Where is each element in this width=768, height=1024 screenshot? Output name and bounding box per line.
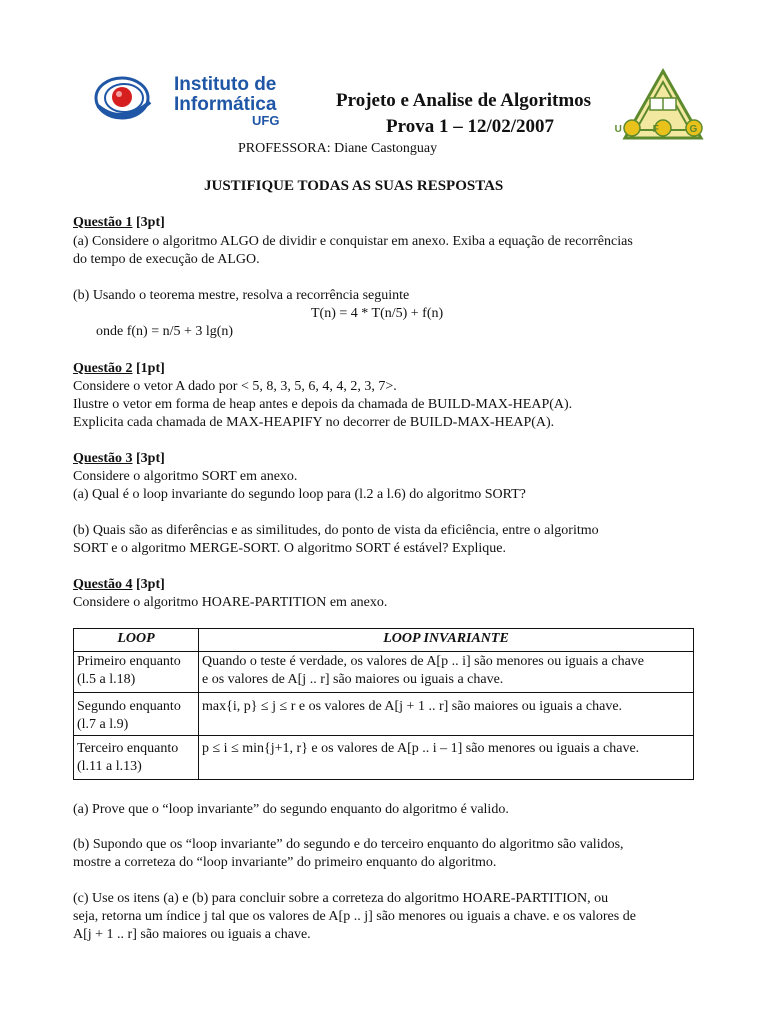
q3-line4: SORT e o algoritmo MERGE-SORT. O algoritmo SORT é estável? Explique. (73, 541, 506, 556)
question-1-points: [3pt] (132, 215, 165, 230)
invariant-text-line1: p ≤ i ≤ min{j+1, r} e os valores de A[p .. i – 1] são menores ou iguais a chave. (202, 741, 640, 756)
table-cell-loop (74, 736, 199, 780)
q4-a-line: (a) Prove que o “loop invariante” do segundo enquanto do algoritmo é valido. (73, 802, 509, 817)
exam-subtitle: Prova 1 – 12/02/2007 (386, 116, 555, 137)
logo-text-line3: UFG (252, 113, 280, 128)
table-cell-invariant (199, 652, 694, 693)
instruction-heading: JUSTIFIQUE TODAS AS SUAS RESPOSTAS (204, 178, 504, 194)
question-2-label: Questão 2 (73, 361, 133, 376)
q3-line1: Considere o algoritmo SORT em anexo. (73, 469, 298, 484)
question-3-label: Questão 3 (73, 451, 133, 466)
table-header-row (74, 629, 694, 652)
question-1-heading (73, 214, 165, 232)
q2-line1: Considere o vetor A dado por < 5, 8, 3, 5, 6, 4, 4, 2, 3, 7>. (73, 379, 397, 394)
question-4-label: Questão 4 (73, 577, 133, 592)
loop-name: Terceiro enquanto (77, 741, 179, 756)
professor-name: PROFESSORA: Diane Castonguay (238, 141, 438, 156)
ufg-seal-logo (614, 68, 712, 146)
q4-line1: Considere o algoritmo HOARE-PARTITION em anexo. (73, 595, 388, 610)
q2-line3: Explicita cada chamada de MAX-HEAPIFY no decorrer de BUILD-MAX-HEAP(A). (73, 415, 555, 430)
table-cell-invariant (199, 693, 694, 736)
q4-b-line2: mostre a correteza do “loop invariante” do primeiro enquanto do algoritmo. (73, 855, 497, 870)
exam-title: Projeto e Analise de Algoritmos (336, 90, 592, 111)
invariant-text-line2: e os valores de A[j .. r] são maiores ou iguais a chave. (202, 672, 504, 687)
q4-b-line1: (b) Supondo que os “loop invariante” do segundo e do terceiro enquanto do algoritmo são validos, (73, 837, 624, 852)
invariant-text-line1: Quando o teste é verdade, os valores de A[p .. i] são menores ou iguais a chave (202, 654, 645, 669)
question-2-points: [1pt] (132, 361, 165, 376)
table-row (74, 652, 694, 693)
q1-b-line1: (b) Usando o teorema mestre, resolva a recorrência seguinte (73, 288, 410, 303)
q2-line2: Ilustre o vetor em forma de heap antes e depois da chamada de BUILD-MAX-HEAP(A). (73, 397, 573, 412)
q4-c-line2: seja, retorna um índice j tal que os valores de A[p .. j] são menores ou iguais a chave. e os valores de (73, 909, 636, 924)
loop-lines: (l.11 a l.13) (77, 759, 142, 774)
q1-a-line1: (a) Considere o algoritmo ALGO de dividir e conquistar em anexo. Exiba a equação de recorrências (73, 234, 633, 249)
q3-line2: (a) Qual é o loop invariante do segundo loop para (l.2 a l.6) do algoritmo SORT? (73, 487, 526, 502)
q1-a-line2: do tempo de execução de ALGO. (73, 252, 260, 267)
q4-c-line1: (c) Use os itens (a) e (b) para concluir sobre a correteza do algoritmo HOARE-PARTITION, ou (73, 891, 609, 906)
logo-text-line2: Informática (174, 94, 277, 115)
seal-letters: U F G (614, 124, 712, 135)
question-4-points: [3pt] (132, 577, 165, 592)
table-row (74, 693, 694, 736)
table-header-loop: LOOP (74, 629, 199, 652)
q3-line3: (b) Quais são as diferências e as similitudes, do ponto de vista da eficiência, entre o algoritmo (73, 523, 599, 538)
question-3-points: [3pt] (132, 451, 165, 466)
invariant-text-line1: max{i, p} ≤ j ≤ r e os valores de A[j + 1 .. r] são maiores ou iguais a chave. (202, 699, 623, 714)
loop-name: Segundo enquanto (77, 699, 181, 714)
q1-where-clause: onde f(n) = n/5 + 3 lg(n) (96, 324, 234, 339)
loop-name: Primeiro enquanto (77, 654, 181, 669)
question-2-heading (73, 360, 165, 378)
loop-lines: (l.5 a l.18) (77, 672, 136, 687)
q1-recurrence-formula: T(n) = 4 * T(n/5) + f(n) (311, 306, 444, 321)
question-3-heading (73, 450, 165, 468)
loop-invariant-table (73, 628, 694, 780)
table-cell-invariant (199, 736, 694, 780)
loop-lines: (l.7 a l.9) (77, 717, 129, 732)
table-cell-loop (74, 652, 199, 693)
logo-text-line1: Instituto de (174, 74, 277, 95)
question-4-heading (73, 576, 165, 594)
q4-c-line3: A[j + 1 .. r] são maiores ou iguais a chave. (73, 927, 311, 942)
question-1-label: Questão 1 (73, 215, 133, 230)
instituto-informatica-logo (92, 68, 302, 128)
table-row (74, 736, 694, 780)
table-cell-loop (74, 693, 199, 736)
table-header-invariant: LOOP INVARIANTE (199, 629, 694, 652)
